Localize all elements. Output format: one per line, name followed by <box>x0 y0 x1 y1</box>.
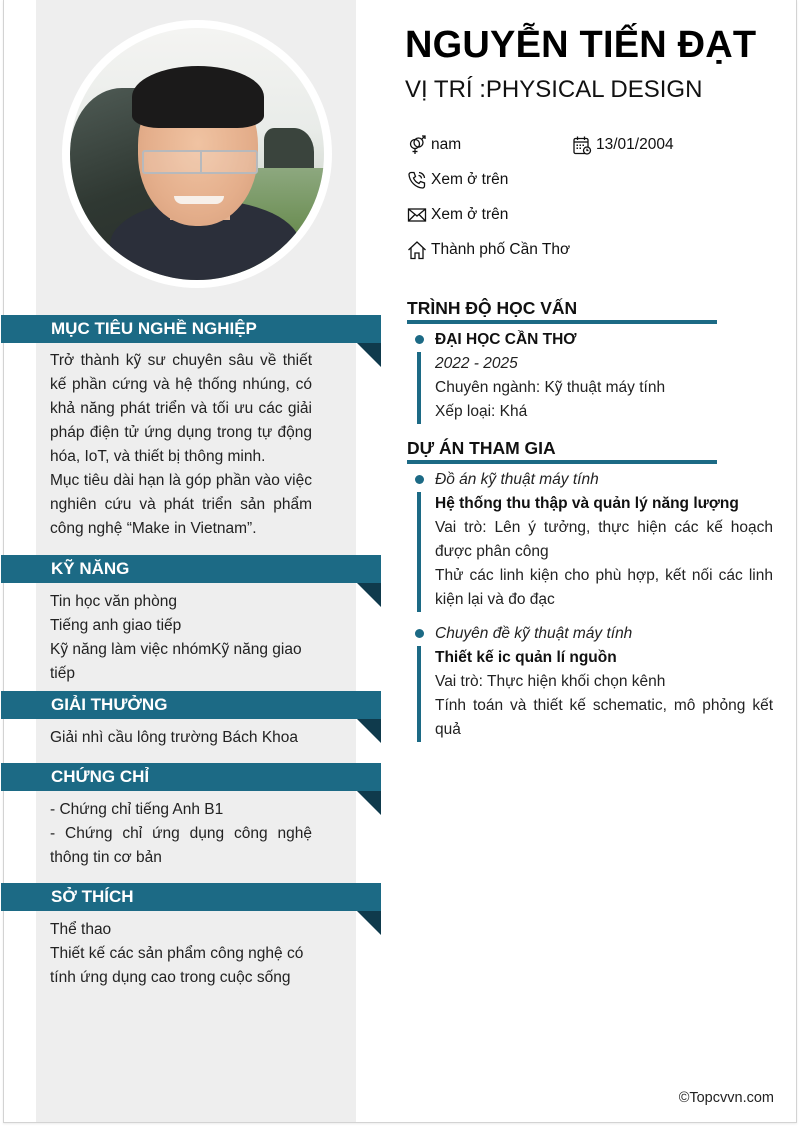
objective-text <box>50 349 312 541</box>
phone-value: Xem ở trên <box>431 171 509 188</box>
banner-fold <box>357 583 381 607</box>
project-name: Thiết kế ic quản lí nguồn <box>435 649 617 666</box>
skills-list <box>50 590 312 686</box>
certificate-item: - Chứng chỉ ứng dụng công nghệ thông tin cơ bản <box>50 825 312 866</box>
section-title-objective: MỤC TIÊU NGHỀ NGHIỆP <box>1 315 381 343</box>
timeline-line <box>417 352 421 424</box>
info-birthday <box>572 135 674 155</box>
project-entry <box>413 622 773 742</box>
education-major: Chuyên ngành: Kỹ thuật máy tính <box>435 379 666 396</box>
project-detail: Tính toán và thiết kế schematic, mô phỏng kết quả <box>435 697 773 738</box>
section-title-hobbies: SỞ THÍCH <box>1 883 381 911</box>
education-rank: Xếp loại: Khá <box>435 403 528 420</box>
section-title-awards: GIẢI THƯỞNG <box>1 691 381 719</box>
award-item: Giải nhì cầu lông trường Bách Khoa <box>50 729 299 746</box>
section-title-skills: KỸ NĂNG <box>1 555 381 583</box>
project-name: Hệ thống thu thập và quản lý năng lượng <box>435 495 739 512</box>
project-role: Vai trò: Lên ý tưởng, thực hiện các kế hoạch được phân công <box>435 519 773 560</box>
banner-fold <box>357 719 381 743</box>
home-icon <box>407 240 427 260</box>
job-position: VỊ TRÍ :PHYSICAL DESIGN <box>405 76 703 103</box>
section-title-education: TRÌNH ĐỘ HỌC VẤN <box>407 297 717 324</box>
awards-list <box>50 726 312 750</box>
project-category: Chuyên đề kỹ thuật máy tính <box>435 625 633 642</box>
mail-icon <box>407 205 427 225</box>
gender-value: nam <box>431 136 462 153</box>
project-detail: Thử các linh kiện cho phù hợp, kết nối các linh kiện lại và đo đạc <box>435 567 773 608</box>
skill-item: Kỹ năng làm việc nhómKỹ năng giao tiếp <box>50 641 302 682</box>
banner-fold <box>357 911 381 935</box>
objective-paragraph: Mục tiêu dài hạn là góp phần vào việc nghiên cứu và phát triển sản phẩm công nghệ “Make in Vietnam”. <box>50 472 312 537</box>
education-entry <box>413 328 773 424</box>
birthday-value: 13/01/2004 <box>596 136 674 153</box>
section-title-projects: DỰ ÁN THAM GIA <box>407 437 717 464</box>
banner-fold <box>357 343 381 367</box>
timeline-dot <box>415 475 424 484</box>
address-value: Thành phố Cần Thơ <box>431 241 571 258</box>
timeline-line <box>417 646 421 742</box>
hobby-item: Thiết kế các sản phẩm công nghệ có tính ứng dụng cao trong cuộc sống <box>50 945 304 986</box>
certificate-item: - Chứng chỉ tiếng Anh B1 <box>50 801 224 818</box>
objective-paragraph: Trở thành kỹ sư chuyên sâu về thiết kế phần cứng và hệ thống nhúng, có khả năng phát triển và tối ưu các giải pháp điện tử ứng dụng trong tự động hóa, IoT, và thiết bị thông minh. <box>50 352 312 465</box>
banner-fold <box>357 791 381 815</box>
avatar <box>62 20 332 288</box>
email-value: Xem ở trên <box>431 206 509 223</box>
copyright-footer: ©Topcvvn.com <box>678 1090 774 1106</box>
skill-item: Tiếng anh giao tiếp <box>50 617 182 634</box>
timeline-dot <box>415 335 424 344</box>
gender-icon <box>407 135 427 155</box>
candidate-name: NGUYỄN TIẾN ĐẠT <box>405 24 757 66</box>
calendar-icon <box>572 135 592 155</box>
project-entry <box>413 468 773 612</box>
education-period: 2022 - 2025 <box>435 355 518 372</box>
skill-item: Tin học văn phòng <box>50 593 177 610</box>
section-title-certificates: CHỨNG CHỈ <box>1 763 381 791</box>
timeline-dot <box>415 629 424 638</box>
school-name: ĐẠI HỌC CẦN THƠ <box>435 331 577 348</box>
project-category: Đồ án kỹ thuật máy tính <box>435 471 599 488</box>
timeline-line <box>417 492 421 612</box>
info-address <box>407 240 570 260</box>
phone-icon <box>407 170 427 190</box>
certificates-list <box>50 798 312 870</box>
info-gender <box>407 135 461 155</box>
profile-photo <box>70 28 324 280</box>
info-email <box>407 205 508 225</box>
hobby-item: Thể thao <box>50 921 112 938</box>
project-role: Vai trò: Thực hiện khối chọn kênh <box>435 673 666 690</box>
hobbies-list <box>50 918 312 990</box>
info-phone <box>407 170 508 190</box>
